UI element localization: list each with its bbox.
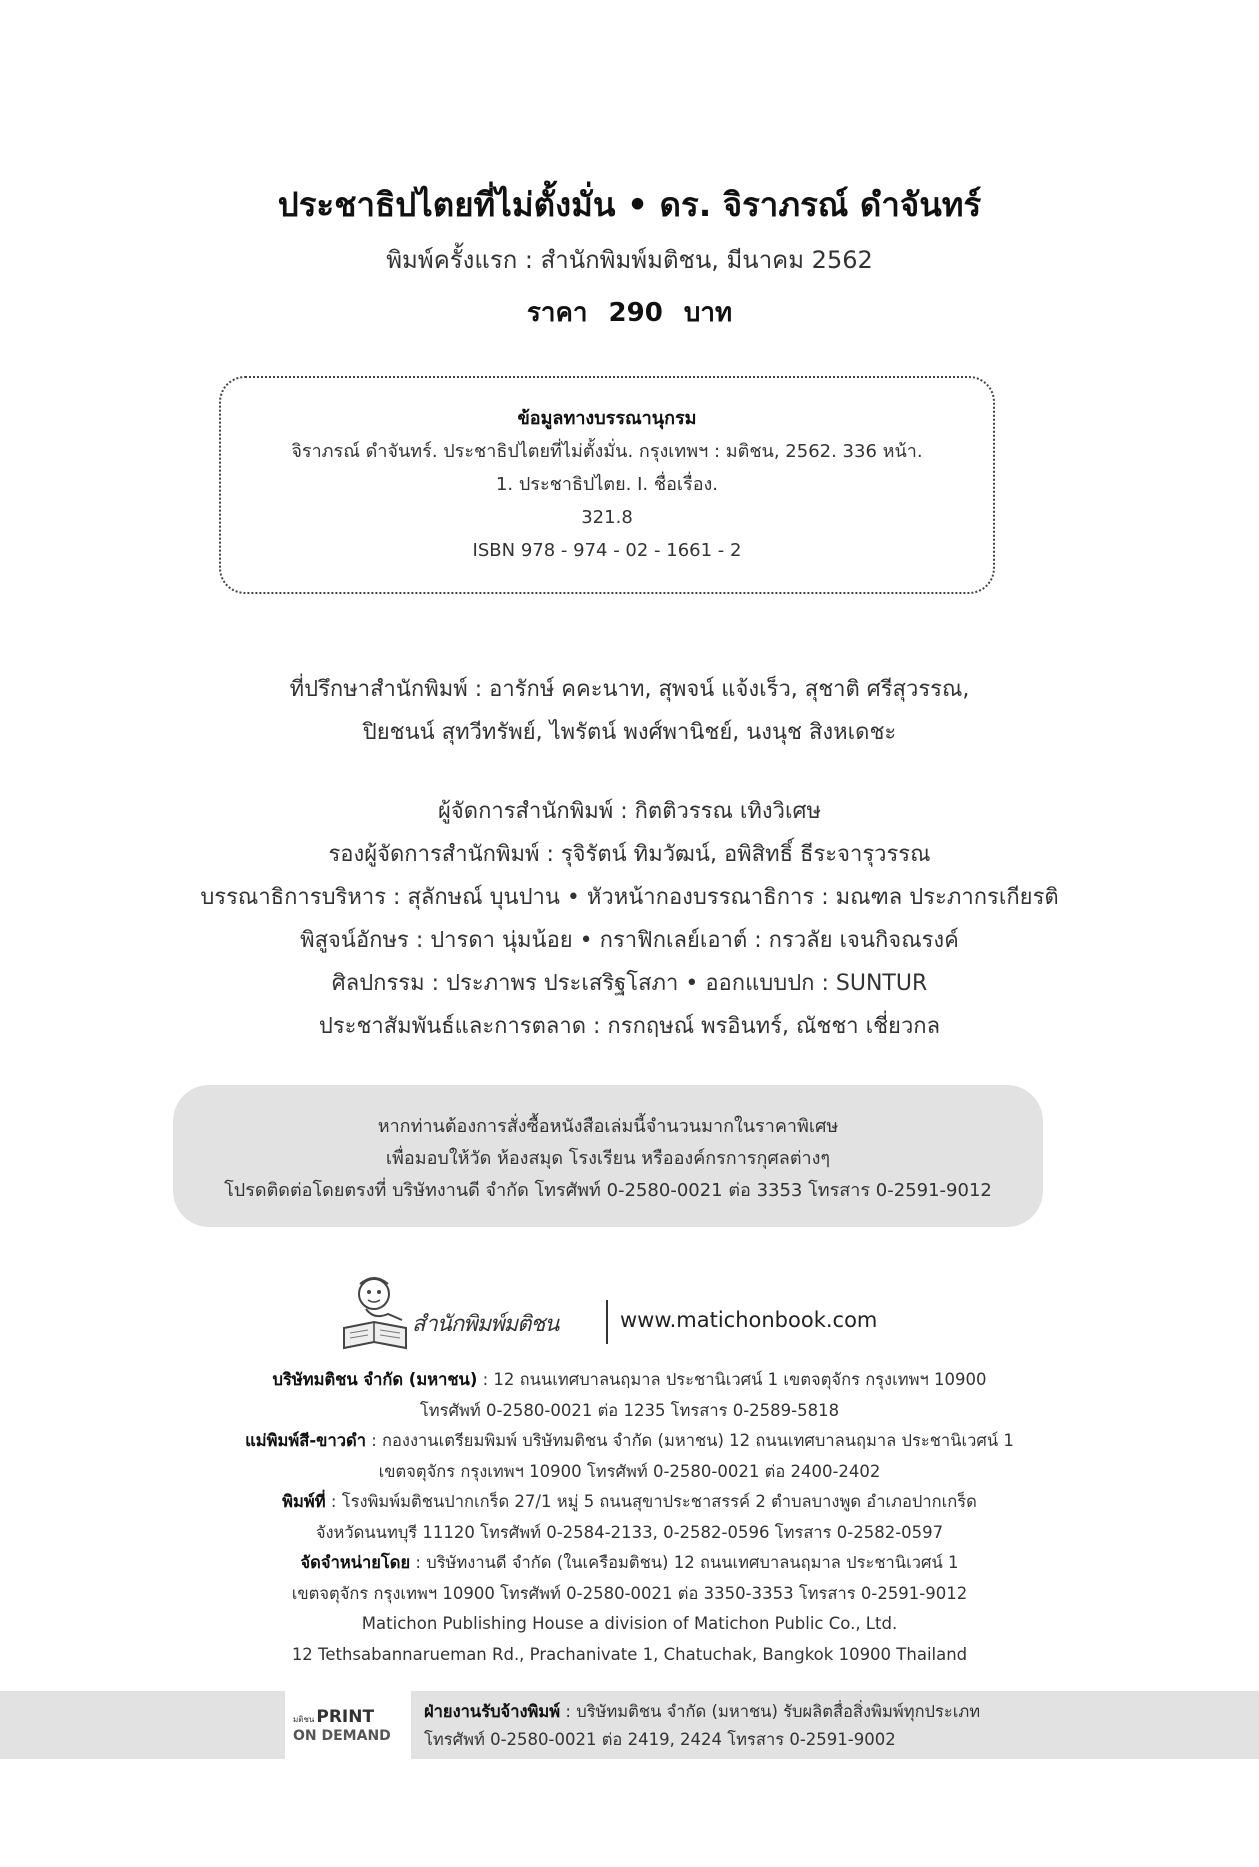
staff-line: พิสูจน์อักษร : ปารดา นุ่มน้อย • กราฟิกเลย์เอาต์ : กรวลัย เจนกิจณรงค์ <box>300 928 959 953</box>
print-on-demand-band <box>0 1691 1259 1759</box>
address-line <box>0 1548 1259 1579</box>
advisors-line: ปิยชนน์ สุทวีทรัพย์, ไพรัตน์ พงศ์พานิชย์, นงนุช สิงหเดชะ <box>362 720 897 745</box>
order-line: โปรดติดต่อโดยตรงที่ บริษัทงานดี จำกัด โทรศัพท์ 0-2580-0021 ต่อ 3353 โทรสาร 0-2591-9012 <box>224 1180 992 1201</box>
edition-line: พิมพ์ครั้งแรก : สำนักพิมพ์มติชน, มีนาคม 2562 <box>386 246 873 274</box>
advisors-block <box>0 668 1259 754</box>
pod-logo-prefix: มติชน <box>293 1715 315 1724</box>
staff-line: ประชาสัมพันธ์และการตลาด : กรกฤษณ์ พรอินทร์, ณัชชา เชี่ยวกล <box>318 1014 941 1039</box>
company-label: บริษัทมติชน จำกัด (มหาชน) <box>272 1370 478 1389</box>
address-line: 12 Tethsabannarueman Rd., Prachanivate 1, Chatuchak, Bangkok 10900 Thailand <box>291 1644 968 1664</box>
pod-contact <box>424 1698 980 1754</box>
print-on-demand-logo <box>293 1709 405 1744</box>
publisher-brand <box>330 1270 930 1360</box>
pod-logo-top: PRINT <box>316 1707 375 1727</box>
staff-credits <box>0 790 1259 1048</box>
advisors-line: ที่ปรึกษาสำนักพิมพ์ : อารักษ์ คคะนาท, สุพจน์ แจ้งเร็ว, สุชาติ ศรีสุวรรณ, <box>289 677 970 702</box>
pod-label: ฝ่ายงานรับจ้างพิมพ์ <box>424 1702 561 1721</box>
publisher-addresses <box>0 1365 1259 1670</box>
order-line: หากท่านต้องการสั่งซื้อหนังสือเล่มนี้จำนวนมากในราคาพิเศษ <box>377 1116 839 1137</box>
distributor-label: จัดจำหน่ายโดย <box>300 1553 411 1572</box>
distributor-address: : บริษัทงานดี จำกัด (ในเครือมติชน) 12 ถนนเทศบาลนฤมาล ประชานิเวศน์ 1 <box>410 1553 959 1572</box>
publisher-website: www.matichonbook.com <box>620 1308 878 1332</box>
address-line: Matichon Publishing House a division of Matichon Public Co., Ltd. <box>361 1614 898 1633</box>
cip-citation: จิราภรณ์ ดำจันทร์. ประชาธิปไตยที่ไม่ตั้งมั่น. กรุงเทพฯ : มติชน, 2562. 336 หน้า. <box>291 441 923 462</box>
bulk-order-notice <box>173 1085 1043 1227</box>
address-line <box>0 1365 1259 1396</box>
address-line <box>0 1487 1259 1518</box>
publisher-script-logo: สำนักพิมพ์มติชน <box>412 1312 559 1337</box>
price-unit: บาท <box>683 298 733 328</box>
company-address: : 12 ถนนเทศบาลนฤมาล ประชานิเวศน์ 1 เขตจตุจักร กรุงเทพฯ 10900 <box>477 1370 987 1389</box>
address-line <box>0 1426 1259 1457</box>
price-value: 290 <box>608 298 663 328</box>
pod-description: : บริษัทมติชน จำกัด (มหาชน) รับผลิตสื่อสิ่งพิมพ์ทุกประเภท <box>560 1702 981 1721</box>
address-line: เขตจตุจักร กรุงเทพฯ 10900 โทรศัพท์ 0-2580-0021 ต่อ 3350-3353 โทรสาร 0-2591-9012 <box>291 1583 968 1603</box>
staff-line: รองผู้จัดการสำนักพิมพ์ : รุจิรัตน์ ทิมวัฒน์, อพิสิทธิ์ ธีระจารุวรรณ <box>328 842 931 867</box>
printer-label: พิมพ์ที่ <box>282 1492 326 1511</box>
pod-logo-bottom: ON DEMAND <box>293 1728 391 1744</box>
reading-child-mascot-icon <box>330 1270 420 1360</box>
staff-line: ผู้จัดการสำนักพิมพ์ : กิตติวรรณ เทิงวิเศษ <box>438 799 821 824</box>
price-line <box>0 292 1259 333</box>
order-line: เพื่อมอบให้วัด ห้องสมุด โรงเรียน หรือองค์กรการกุศลต่างๆ <box>385 1148 831 1169</box>
address-line: เขตจตุจักร กรุงเทพฯ 10900 โทรศัพท์ 0-2580-0021 ต่อ 2400-2402 <box>378 1461 881 1481</box>
book-title: ประชาธิปไตยที่ไม่ตั้งมั่น • ดร. จิราภรณ์ ดำจันทร์ <box>277 185 982 224</box>
staff-line: ศิลปกรรม : ประภาพร ประเสริฐโสภา • ออกแบบปก : SUNTUR <box>331 971 928 996</box>
prepress-label: แม่พิมพ์สี-ขาวดำ <box>245 1431 366 1450</box>
pod-phone: โทรศัพท์ 0-2580-0021 ต่อ 2419, 2424 โทรสาร 0-2591-9002 <box>424 1730 896 1749</box>
pod-logo-panel <box>285 1691 411 1759</box>
prepress-address: : กองงานเตรียมพิมพ์ บริษัทมติชน จำกัด (มหาชน) 12 ถนนเทศบาลนฤมาล ประชานิเวศน์ 1 <box>365 1431 1014 1450</box>
address-line: โทรศัพท์ 0-2580-0021 ต่อ 1235 โทรสาร 0-2589-5818 <box>419 1400 840 1420</box>
address-line: จังหวัดนนทบุรี 11120 โทรศัพท์ 0-2584-2133, 0-2582-0596 โทรสาร 0-2582-0597 <box>315 1522 944 1542</box>
price-label: ราคา <box>526 298 588 328</box>
cip-classification: 321.8 <box>581 507 633 528</box>
staff-line: บรรณาธิการบริหาร : สุลักษณ์ บุนปาน • หัวหน้ากองบรรณาธิการ : มณฑล ประภากรเกียรติ <box>200 885 1059 910</box>
cip-heading: ข้อมูลทางบรรณานุกรม <box>517 408 697 429</box>
cataloging-info-box <box>219 376 995 594</box>
printer-address: : โรงพิมพ์มติชนปากเกร็ด 27/1 หมู่ 5 ถนนสุขาประชาสรรค์ 2 ตำบลบางพูด อำเภอปากเกร็ด <box>325 1492 977 1511</box>
cip-subjects: 1. ประชาธิปไตย. I. ชื่อเรื่อง. <box>495 474 719 495</box>
brand-divider <box>606 1300 608 1344</box>
cip-isbn: ISBN 978 - 974 - 02 - 1661 - 2 <box>472 540 742 561</box>
